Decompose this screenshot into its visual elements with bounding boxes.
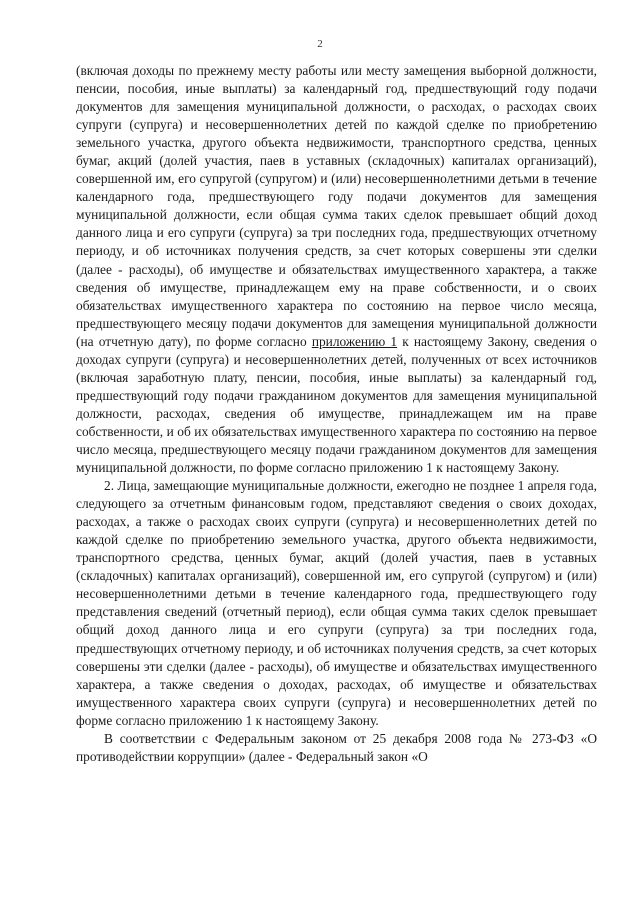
page-number: 2: [317, 38, 323, 50]
paragraph-1: [76, 62, 597, 477]
paragraph-1-text-a: (включая доходы по прежнему месту работы или месту замещения выборной должности, пенсии, пособия, иные выплаты) за календарный год, предшествующий году подачи документов для замещения муниципальной должности, о расходах, о расходах своих супруги (супруга) и несовершеннолетних детей по каждой сделке по приобретению земельного участка, другого объекта недвижимости, транспортного средства, ценных бумаг, акций (долей участия, паев в уставных (складочных) капиталах организаций), совершенной им, его супругой (супругом) и (или) несовершеннолетними детьми в течение календарного года, предшествующего году подачи документов для замещения муниципальной должности, если общая сумма таких сделок превышает общий доход данного лица и его супруги (супруга) за три последних года, предшествующих отчетному периоду, и об источниках получения средств, за счет которых совершены эти сделки (далее - расходы), об имуществе и обязательствах имущественного характера, а также сведения об имуществе, принадлежащем ему на праве собственности, и о своих обязательствах имущественного характера по состоянию на первое число месяца, предшествующего месяцу подачи документов для замещения муниципальной должности (на отчетную дату), по форме согласно: [76, 63, 597, 349]
appendix-1-link[interactable]: приложению 1: [311, 333, 398, 349]
paragraph-3: В соответствии с Федеральным законом от 25 декабря 2008 года № 273-ФЗ «О противодействии коррупции» (далее - Федеральный закон «О: [76, 730, 597, 764]
paragraph-2: 2. Лица, замещающие муниципальные должности, ежегодно не позднее 1 апреля года, следующего за отчетным финансовым годом, представляют сведения о своих доходах, расходах, а также о расходах своих супруги (супруга) и несовершеннолетних детей по каждой сделке по приобретению земельного участка, другого объекта недвижимости, транспортного средства, ценных бумаг, акций (долей участия, паев в уставных (складочных) капиталах организаций), совершенной им, его супругой (супругом) и (или) несовершеннолетними детьми в течение календарного года, предшествующего году представления сведений (отчетный период), если общая сумма таких сделок превышает общий доход данного лица и его супруги (супруга) за три последних года, предшествующих отчетному периоду, и об источниках получения средств, за счет которых совершены эти сделки (далее - расходы), об имуществе и обязательствах имущественного характера, а также сведения о доходах, расходах, об имуществе и обязательствах имущественного характера своих супруги (супруга) и несовершеннолетних детей по форме согласно приложению 1 к настоящему Закону.: [76, 478, 597, 728]
document-body: [76, 62, 597, 766]
paragraph-1-text-b: к настоящему Закону, сведения о доходах супруги (супруга) и несовершеннолетних детей, полученных от всех источников (включая заработную плату, пенсии, пособия, иные выплаты) за календарный год, предшествующий году подачи гражданином документов для замещения муниципальной должности, расходах, сведения об имуществе, принадлежащем им на праве собственности, и об их обязательствах имущественного характера по состоянию на первое число месяца, предшествующего месяцу подачи гражданином документов для замещения муниципальной должности, по форме согласно приложению 1 к настоящему Закону.: [76, 333, 597, 476]
